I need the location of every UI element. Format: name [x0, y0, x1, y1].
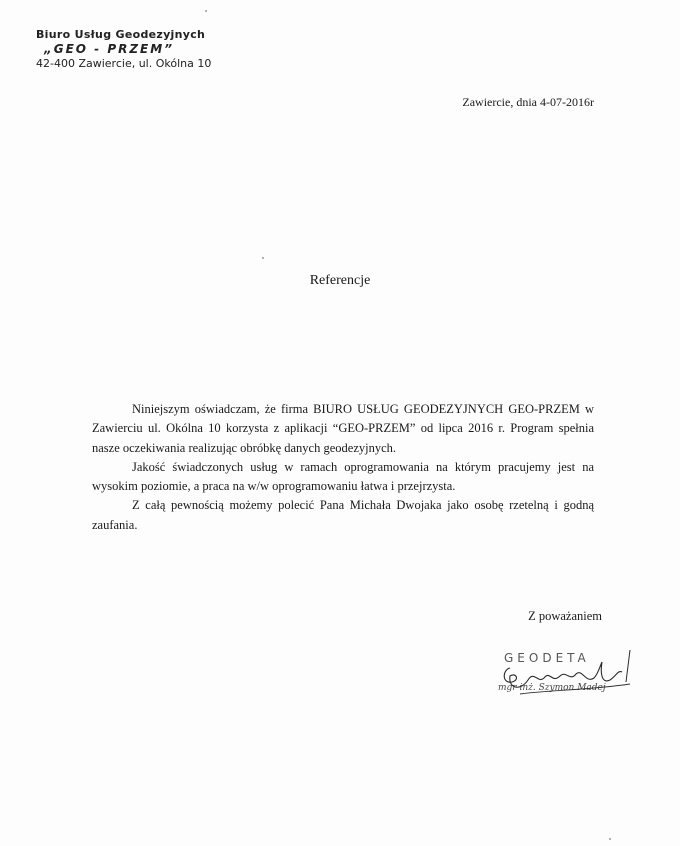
document-date: Zawiercie, dnia 4-07-2016r: [462, 95, 594, 109]
scan-speck: [609, 838, 611, 840]
stamp-title: GEODETA: [504, 651, 590, 665]
scan-speck: [205, 10, 207, 12]
document-body: [92, 400, 594, 535]
signature-stamp: [490, 640, 650, 710]
paragraph-1: Niniejszym oświadczam, że firma BIURO USŁUG GEODEZYJNYCH GEO-PRZEM w Zawierciu ul. Okólna 10 korzysta z aplikacji “GEO-PRZEM” od lipca 2016 r. Program spełnia nasze oczekiwania realizując obróbkę danych geodezyjnych.: [92, 402, 594, 455]
company-brand: „GEO - PRZEM”: [44, 42, 174, 56]
stamp-name: mgr inż. Szymon Madej: [498, 683, 606, 693]
paragraph-2: Jakość świadczonych usług w ramach oprogramowania na którym pracujemy jest na wysokim poziomie, a praca na w/w oprogramowaniu łatwa i przejrzysta.: [92, 459, 594, 494]
scan-speck: [262, 257, 264, 259]
company-name: Biuro Usług Geodezyjnych: [36, 28, 206, 41]
document-title: Referencje: [309, 273, 371, 288]
paragraph-3: Z całą pewnością możemy polecić Pana Michała Dwojaka jako osobę rzetelną i godną zaufania.: [92, 498, 594, 532]
closing-salutation: Z poważaniem: [528, 609, 602, 623]
company-header-stamp: [36, 28, 211, 71]
company-address: 42-400 Zawiercie, ul. Okólna 10: [36, 57, 212, 70]
